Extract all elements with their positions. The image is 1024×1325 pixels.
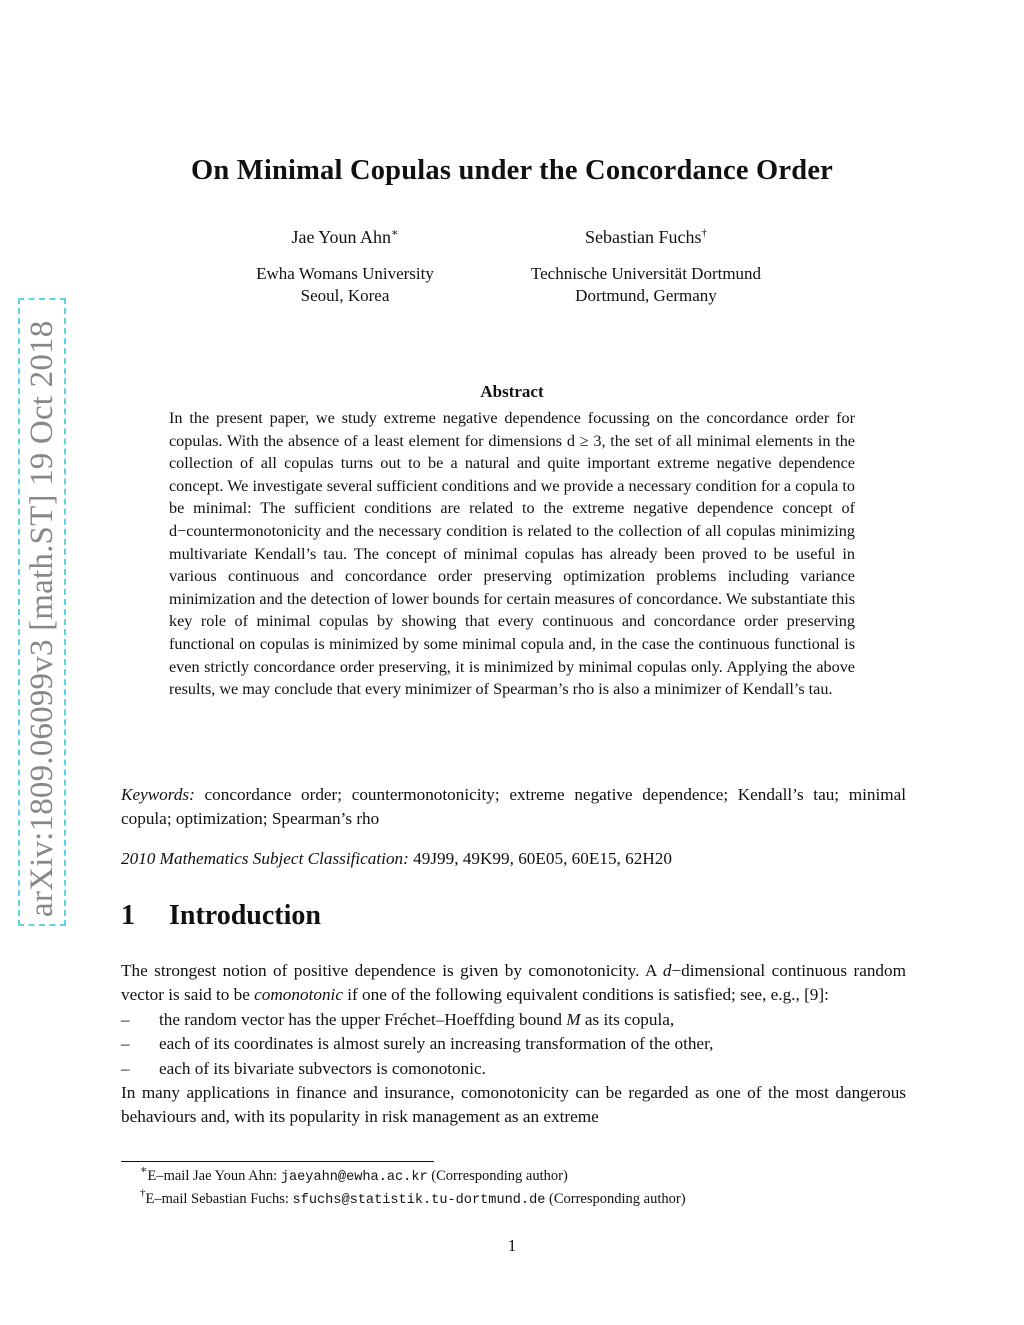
keywords-label: Keywords: xyxy=(121,785,195,804)
abstract-heading: Abstract xyxy=(480,382,544,401)
arxiv-stamp[interactable]: arXiv:1809.06099v3 [math.ST] 19 Oct 2018 xyxy=(24,320,60,917)
msc-label: 2010 Mathematics Subject Classification: xyxy=(121,849,409,868)
author-affiliation-2a: Technische Universität Dortmund xyxy=(530,264,762,283)
page-number: 1 xyxy=(507,1236,517,1255)
author-affiliation-1b: Seoul, Korea xyxy=(300,286,390,305)
bullet-dash: – xyxy=(121,1058,130,1078)
list-item: – the random vector has the upper Fréchet–Hoeffding bound M as its copula, xyxy=(121,1008,906,1032)
section-title: Introduction xyxy=(169,900,321,931)
email-link-2[interactable]: sfuchs@statistik.tu-dortmund.de xyxy=(292,1192,546,1208)
footnotes xyxy=(140,1166,900,1211)
abstract-text: In the present paper, we study extreme negative dependence focussing on the concordance order for copulas. With the absence of a least element for dimensions d ≥ 3, the set of all minimal elements in the collection of all copulas turns out to be a natural and quite important extreme negative dependence concept. We investigate several sufficient conditions and we provide a necessary condition for a copula to be minimal: The sufficient conditions are related to the extreme negative dependence concept of d−countermonotonicity and the necessary condition is related to the collection of all copulas minimizing multivariate Kendall’s tau. The concept of minimal copulas has already been proved to be useful in various continuous and concordance order preserving optimization problems including variance minimization and the detection of lower bounds for certain measures of concordance. We substantiate this key role of minimal copulas by showing that every continuous and concordance order preserving functional on copulas is minimized by some minimal copula and, in the case the continuous functional is even strictly concordance order preserving, it is minimized by minimal copulas only. Applying the above results, we may conclude that every minimizer of Spearman’s rho is also a minimizer of Kendall’s tau. xyxy=(169,409,855,699)
author-footnote-mark-1[interactable]: ∗ xyxy=(391,227,399,239)
footnote-1: ∗E–mail Jae Youn Ahn: jaeyahn@ewha.ac.kr (Corresponding author) xyxy=(140,1164,568,1185)
intro-paragraph-2: In many applications in finance and insurance, comonotonicity can be regarded as one of the most dangerous behaviours and, with its popularity in risk management as an extreme xyxy=(121,1083,906,1127)
footnote-2: †E–mail Sebastian Fuchs: sfuchs@statistik.tu-dortmund.de (Corresponding author) xyxy=(140,1186,686,1208)
keywords-text: concordance order; countermonotonicity; extreme negative dependence; Kendall’s tau; minimal copula; optimization; Spearman’s rho xyxy=(121,785,907,828)
footnote-divider xyxy=(121,1161,434,1162)
author-affiliation-2b: Dortmund, Germany xyxy=(575,286,717,305)
bullet-dash: – xyxy=(121,1034,130,1054)
paper-title: On Minimal Copulas under the Concordance Order xyxy=(190,155,834,186)
keywords xyxy=(121,783,906,831)
list-item: – each of its coordinates is almost surely an increasing transformation of the other, xyxy=(121,1032,906,1056)
bullet-dash: – xyxy=(121,1009,130,1029)
author-block-1 xyxy=(220,226,470,307)
condition-list xyxy=(121,1008,906,1081)
intro-body xyxy=(121,959,906,1130)
msc-classification xyxy=(121,847,906,871)
author-name-1: Jae Youn Ahn∗ xyxy=(291,227,399,247)
author-name-2: Sebastian Fuchs† xyxy=(585,227,707,247)
section-heading xyxy=(121,900,321,932)
section-number: 1 xyxy=(121,900,135,931)
term-comonotonic: comonotonic xyxy=(254,985,343,1005)
author-footnote-mark-2[interactable]: † xyxy=(701,227,707,239)
list-item: – each of its bivariate subvectors is comonotonic. xyxy=(121,1057,906,1081)
author-affiliation-1a: Ewha Womans University xyxy=(256,264,434,283)
author-block-2 xyxy=(496,226,796,307)
msc-codes: 49J99, 49K99, 60E05, 60E15, 62H20 xyxy=(413,849,672,868)
email-link-1[interactable]: jaeyahn@ewha.ac.kr xyxy=(280,1170,428,1185)
intro-paragraph-1: The strongest notion of positive dependence is given by comonotonicity. A d−dimensional continuous random vector is said to be comonotonic if one of the following equivalent conditions is satisfied; see, e.g., [9]: xyxy=(121,961,906,1005)
